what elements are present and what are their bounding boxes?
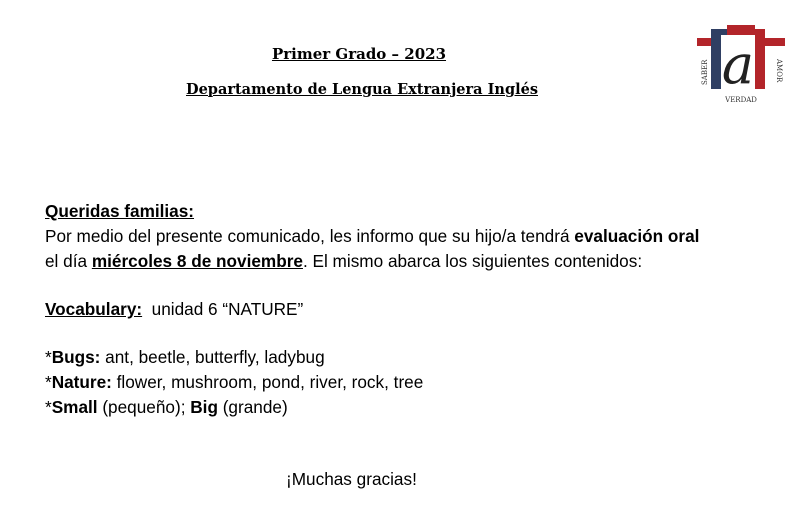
school-logo — [697, 25, 785, 107]
list-bullet: * — [45, 397, 52, 417]
list-bullet: * — [45, 372, 52, 392]
paragraph-text: . El mismo abarca los siguientes contenidos: — [302, 251, 643, 271]
small-text: (pequeño); — [97, 397, 191, 417]
big-text: (grande) — [217, 397, 288, 417]
paragraph-text: el día — [45, 251, 92, 271]
evaluation-date: miércoles 8 de noviembre — [91, 251, 303, 271]
list-bullet: * — [45, 347, 52, 367]
list-item — [45, 345, 325, 370]
list-item-text: flower, mushroom, pond, river, rock, tree — [111, 372, 424, 392]
logo-motto-right: AMOR — [775, 59, 783, 83]
list-item — [45, 370, 423, 395]
greeting: Queridas familias: — [45, 201, 195, 221]
vocabulary-label: Vocabulary: — [45, 299, 143, 319]
big-label: Big — [190, 397, 218, 417]
closing-text: ¡Muchas gracias! — [286, 469, 417, 489]
paragraph-line-2 — [45, 249, 642, 274]
small-label: Small — [51, 397, 98, 417]
school-crest-icon — [697, 25, 785, 107]
logo-letter: a — [721, 33, 755, 96]
vocabulary-value: unidad 6 “NATURE” — [142, 299, 304, 319]
evaluation-type: evaluación oral — [574, 226, 700, 246]
department-title: Departamento de Lengua Extranjera Inglés — [186, 81, 538, 98]
paragraph-text: Por medio del presente comunicado, les informo que su hijo/a tendrá — [45, 226, 575, 246]
page-title: Primer Grado – 2023 — [271, 45, 447, 63]
list-item — [45, 395, 288, 420]
list-item-text: ant, beetle, butterfly, ladybug — [100, 347, 325, 367]
list-item-label: Bugs: — [51, 347, 101, 367]
paragraph-line-1 — [45, 224, 699, 249]
list-item-label: Nature: — [51, 372, 112, 392]
logo-motto-left: SABER — [701, 59, 709, 85]
vocabulary-line — [45, 297, 303, 322]
logo-motto-bottom: VERDAD — [725, 96, 757, 104]
